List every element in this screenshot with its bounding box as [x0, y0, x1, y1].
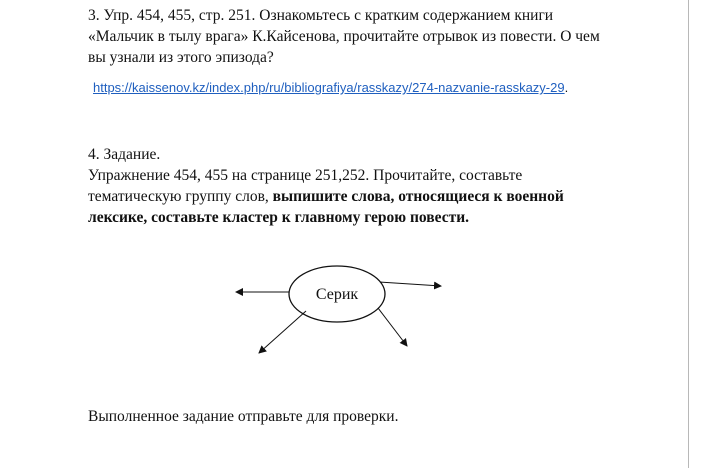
- cluster-center-label: Серик: [315, 286, 359, 303]
- task-3-line-2: «Мальчик в тылу врага» К.Кайсенова, прочитайте отрывок из повести. О чем: [88, 28, 600, 45]
- page-edge-divider: [688, 0, 689, 468]
- cluster-arrow-bottom-left: [259, 311, 306, 353]
- task-4-paragraph: [88, 144, 678, 228]
- task-3-link-row: [93, 79, 568, 97]
- task-4-line-1: Упражнение 454, 455 на странице 251,252. Прочитайте, составьте: [88, 167, 523, 184]
- cluster-arrow-bottom-right: [378, 308, 407, 346]
- task-4-heading: 4. Задание.: [88, 146, 161, 163]
- cluster-arrow-right: [380, 282, 441, 286]
- task-4-line-3: [88, 207, 678, 228]
- task-4-line-3-bold: лексике, составьте кластер к главному герою повести.: [88, 209, 470, 226]
- kaissenov-link[interactable]: https://kaissenov.kz/index.php/ru/bibliografiya/rasskazy/274-nazvanie-rasskazy-29: [93, 80, 565, 95]
- task-3-line-3: вы узнали из этого эпизода?: [88, 49, 274, 66]
- link-period: .: [564, 80, 569, 95]
- task-4-line-2: [88, 186, 678, 207]
- footer-instruction: Выполненное задание отправьте для проверки.: [88, 408, 399, 425]
- task-4-line-2-plain: тематическую группу слов,: [88, 188, 273, 205]
- cluster-center-ellipse: [289, 266, 385, 322]
- task-4-line-2-bold: выпишите слова, относящиеся к военной: [272, 188, 564, 205]
- task-3-paragraph: [88, 5, 678, 68]
- task-3-line-1: 3. Упр. 454, 455, стр. 251. Ознакомьтесь с кратким содержанием книги: [88, 7, 554, 24]
